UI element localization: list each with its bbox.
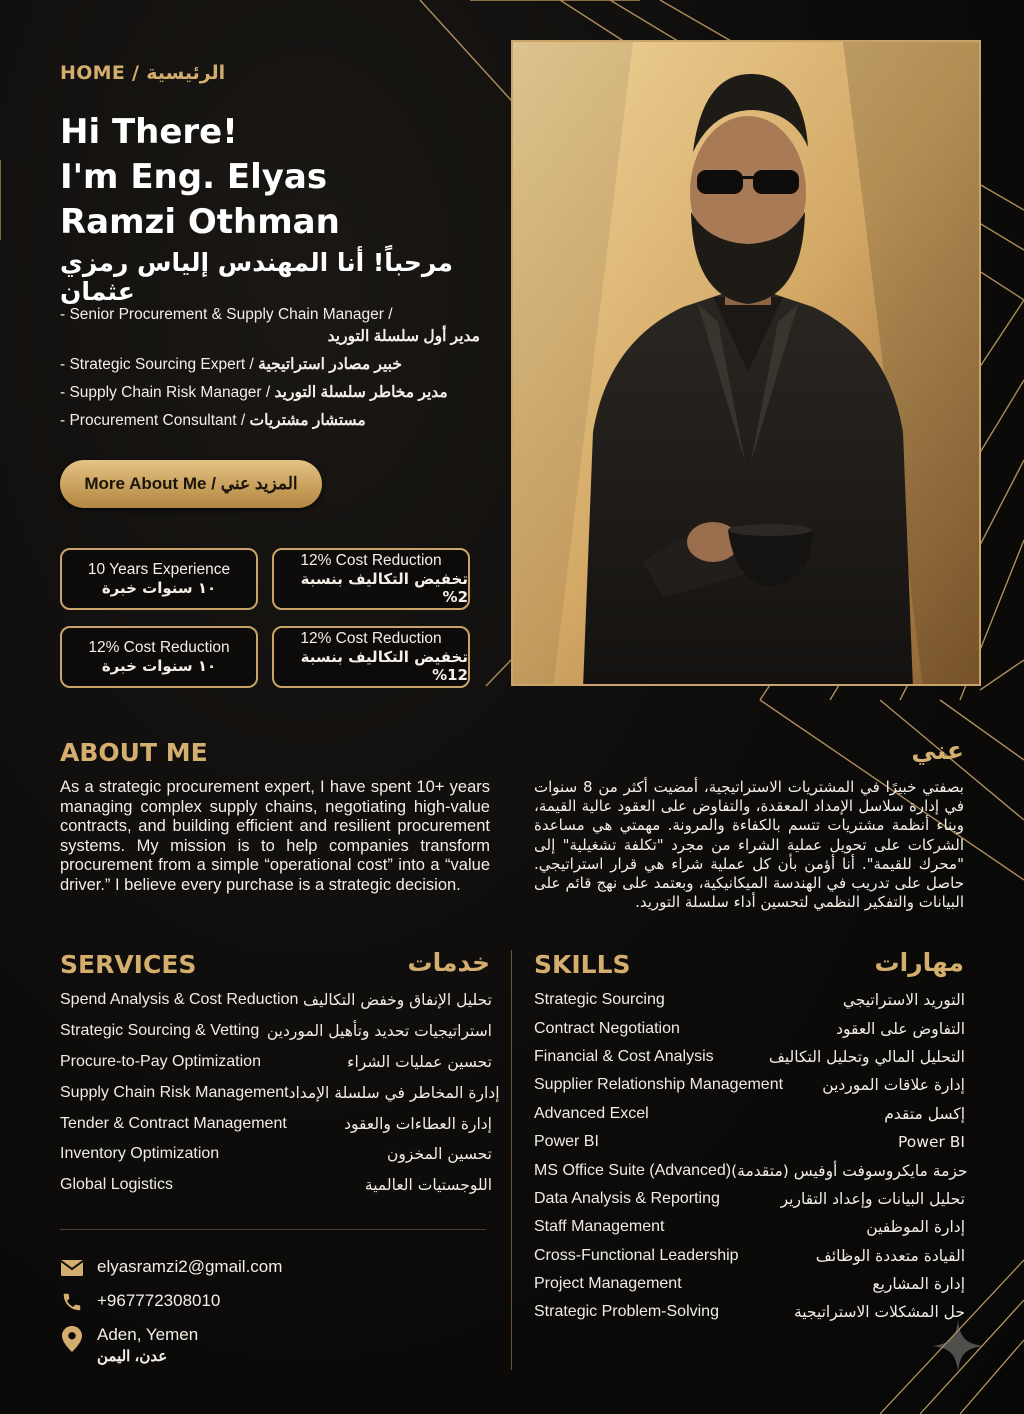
stat-ar: ١٠ سنوات خبرة (101, 657, 217, 675)
role-item (60, 304, 480, 348)
list-item (534, 1043, 965, 1071)
location-ar: عدن، اليمن (97, 1348, 168, 1365)
list-item (60, 1139, 492, 1170)
list-item (60, 1016, 492, 1047)
phone-icon (60, 1290, 84, 1314)
service-en: Inventory Optimization (60, 1145, 220, 1163)
phone-number[interactable]: +967772308010 (97, 1291, 221, 1310)
skill-en: Strategic Problem-Solving (534, 1303, 719, 1321)
skills-title-ar: مهارات (874, 948, 964, 977)
role-en: - Supply Chain Risk Manager / (60, 384, 271, 401)
service-en: Global Logistics (60, 1176, 173, 1194)
skill-en: Data Analysis & Reporting (534, 1189, 720, 1207)
service-en: Tender & Contract Management (60, 1114, 287, 1132)
skill-en: Power BI (534, 1133, 599, 1151)
skill-ar: إدارة الموظفين (866, 1218, 965, 1237)
role-list (60, 304, 480, 438)
skill-en: Financial & Cost Analysis (534, 1047, 714, 1065)
list-item (60, 1077, 500, 1108)
list-item (534, 1156, 968, 1184)
service-ar: تحسين المخزون (387, 1145, 492, 1164)
services-title-en: SERVICES (60, 950, 197, 979)
contact-phone[interactable] (60, 1290, 220, 1314)
map-pin-icon (60, 1327, 84, 1351)
email-address[interactable]: elyasramzi2@gmail.com (97, 1257, 283, 1276)
about-title-ar: عني (911, 736, 964, 765)
stat-card (272, 626, 470, 688)
list-item (60, 985, 492, 1016)
list-item (60, 1047, 492, 1078)
service-en: Procure-to-Pay Optimization (60, 1052, 261, 1070)
skill-ar: حزمة مايكروسوفت أوفيس (متقدمة) (731, 1161, 968, 1180)
location-en: Aden, Yemen (97, 1325, 199, 1344)
list-item (534, 1100, 965, 1128)
column-divider (511, 950, 512, 1370)
stat-en: 12% Cost Reduction (300, 630, 442, 647)
skill-en: MS Office Suite (Advanced) (534, 1161, 732, 1179)
list-item (534, 986, 965, 1014)
skill-en: Supplier Relationship Management (534, 1076, 784, 1094)
skill-en: Contract Negotiation (534, 1019, 680, 1037)
stat-en: 12% Cost Reduction (300, 552, 442, 569)
sparkle-icon (930, 1318, 986, 1374)
envelope-icon (60, 1256, 84, 1280)
skill-ar: التوريد الاستراتيجي (842, 991, 965, 1010)
headline-line-2: I'm Eng. Elyas (60, 157, 328, 197)
list-item (534, 1242, 965, 1270)
service-ar: إدارة المخاطر في سلسلة الإمداد (288, 1083, 500, 1102)
list-item (534, 1014, 965, 1042)
list-item (534, 1298, 965, 1326)
list-item (534, 1185, 965, 1213)
list-item (534, 1270, 965, 1298)
role-ar: خبير مصادر استراتيجية (258, 356, 402, 373)
skill-ar: إدارة علاقات الموردين (822, 1076, 965, 1095)
page-title (60, 110, 490, 245)
contact-email[interactable] (60, 1256, 282, 1280)
stat-ar: تخفيض التكاليف بنسبة 2% (300, 570, 468, 606)
portrait-illustration (513, 42, 981, 686)
headline-line-3: Ramzi Othman (60, 202, 340, 242)
stat-en: 10 Years Experience (87, 561, 231, 578)
role-item (60, 382, 480, 404)
skill-ar: Power BI (898, 1133, 965, 1152)
role-en: - Procurement Consultant / (60, 412, 246, 429)
skill-en: Project Management (534, 1275, 682, 1293)
headline-line-1: Hi There! (60, 112, 238, 152)
contact-location (60, 1324, 198, 1368)
service-en: Strategic Sourcing & Vetting (60, 1022, 260, 1040)
service-ar: تحسين عمليات الشراء (347, 1052, 492, 1071)
service-en: Spend Analysis & Cost Reduction (60, 991, 299, 1009)
divider (60, 1229, 486, 1230)
about-text-ar: بصفتي خبيرًا في المشتريات الاستراتيجية، أمضيت أكثر من 8 سنوات في إدارة سلاسل الإمداد المعقدة، والتفاوض على العقود عالية القيمة، وبناء أنظمة مشتريات تتسم بالكفاءة والمرونة. مهمتي هي مساعدة الشركات على تحويل عملية الشراء من مجرد "تكلفة تشغيلية" إلى "محرك للقيمة". أنا أؤمن بأن كل عملية شراء هي قرار استراتيجي. حاصل على تدريب في الهندسة الميكانيكية، وبعتمد على نهج قائم على البيانات والتفكير النظمي لتحسين أداء سلسلة التوريد. (534, 778, 964, 912)
role-item (60, 410, 480, 432)
service-ar: اللوجستيات العالمية (364, 1176, 492, 1195)
list-item (534, 1128, 965, 1156)
skill-ar: إكسل متقدم (884, 1104, 965, 1123)
service-en: Supply Chain Risk Management (60, 1083, 289, 1101)
role-en: - Strategic Sourcing Expert / (60, 356, 254, 373)
skill-ar: القيادة متعددة الوظائف (815, 1246, 965, 1265)
stat-card (60, 548, 258, 610)
list-item (60, 1108, 492, 1139)
skill-en: Strategic Sourcing (534, 991, 665, 1009)
portrait-photo (511, 40, 981, 686)
skill-ar: التفاوض على العقود (836, 1019, 965, 1038)
about-title-en: ABOUT ME (60, 738, 208, 767)
stat-card (60, 626, 258, 688)
skill-ar: حل المشكلات الاستراتيجية (793, 1303, 965, 1322)
services-list (60, 985, 500, 1201)
headline-arabic: مرحباً! أنا المهندس إلياس رمزي عثمان (60, 248, 453, 306)
role-item (60, 354, 480, 376)
list-item (534, 1071, 965, 1099)
stat-en: 12% Cost Reduction (88, 639, 230, 656)
stat-card (272, 548, 470, 610)
skill-en: Cross-Functional Leadership (534, 1246, 739, 1264)
role-ar: مدير أول سلسلة التوريد (327, 328, 480, 345)
skill-ar: تحليل البيانات وإعداد التقارير (780, 1189, 965, 1208)
more-about-me-button[interactable]: More About Me / المزيد عني (60, 460, 322, 508)
breadcrumb[interactable]: HOME / الرئيسية (60, 62, 226, 84)
skill-en: Advanced Excel (534, 1104, 649, 1122)
skills-list (534, 986, 968, 1327)
skill-ar: التحليل المالي وتحليل التكاليف (768, 1047, 965, 1066)
stat-ar: ١٠ سنوات خبرة (101, 579, 217, 597)
list-item (534, 1213, 965, 1241)
about-text-en: As a strategic procurement expert, I have spent 10+ years managing complex supply chains, negotiating high-value contracts, and building efficient and resilient procurement systems. My mission is to help companies transform procurement from a simple “operational cost” into a “value driver.” I believe every purchase is a strategic decision. (60, 778, 490, 894)
role-ar: مدير مخاطر سلسلة التوريد (274, 384, 448, 401)
role-ar: مستشار مشتريات (249, 412, 366, 429)
service-ar: تحليل الإنفاق وخفض التكاليف (302, 991, 492, 1010)
service-ar: استراتيجيات تحديد وتأهيل الموردين (266, 1022, 492, 1041)
role-en: - Senior Procurement & Supply Chain Manager / (60, 306, 393, 323)
skill-en: Staff Management (534, 1218, 665, 1236)
services-title-ar: خدمات (407, 948, 490, 977)
list-item (60, 1170, 492, 1201)
service-ar: إدارة العطاءات والعقود (344, 1114, 492, 1133)
skill-ar: إدارة المشاريع (872, 1275, 965, 1294)
stat-ar: تخفيض التكاليف بنسبة 12% (300, 648, 468, 684)
skills-title-en: SKILLS (534, 950, 631, 979)
